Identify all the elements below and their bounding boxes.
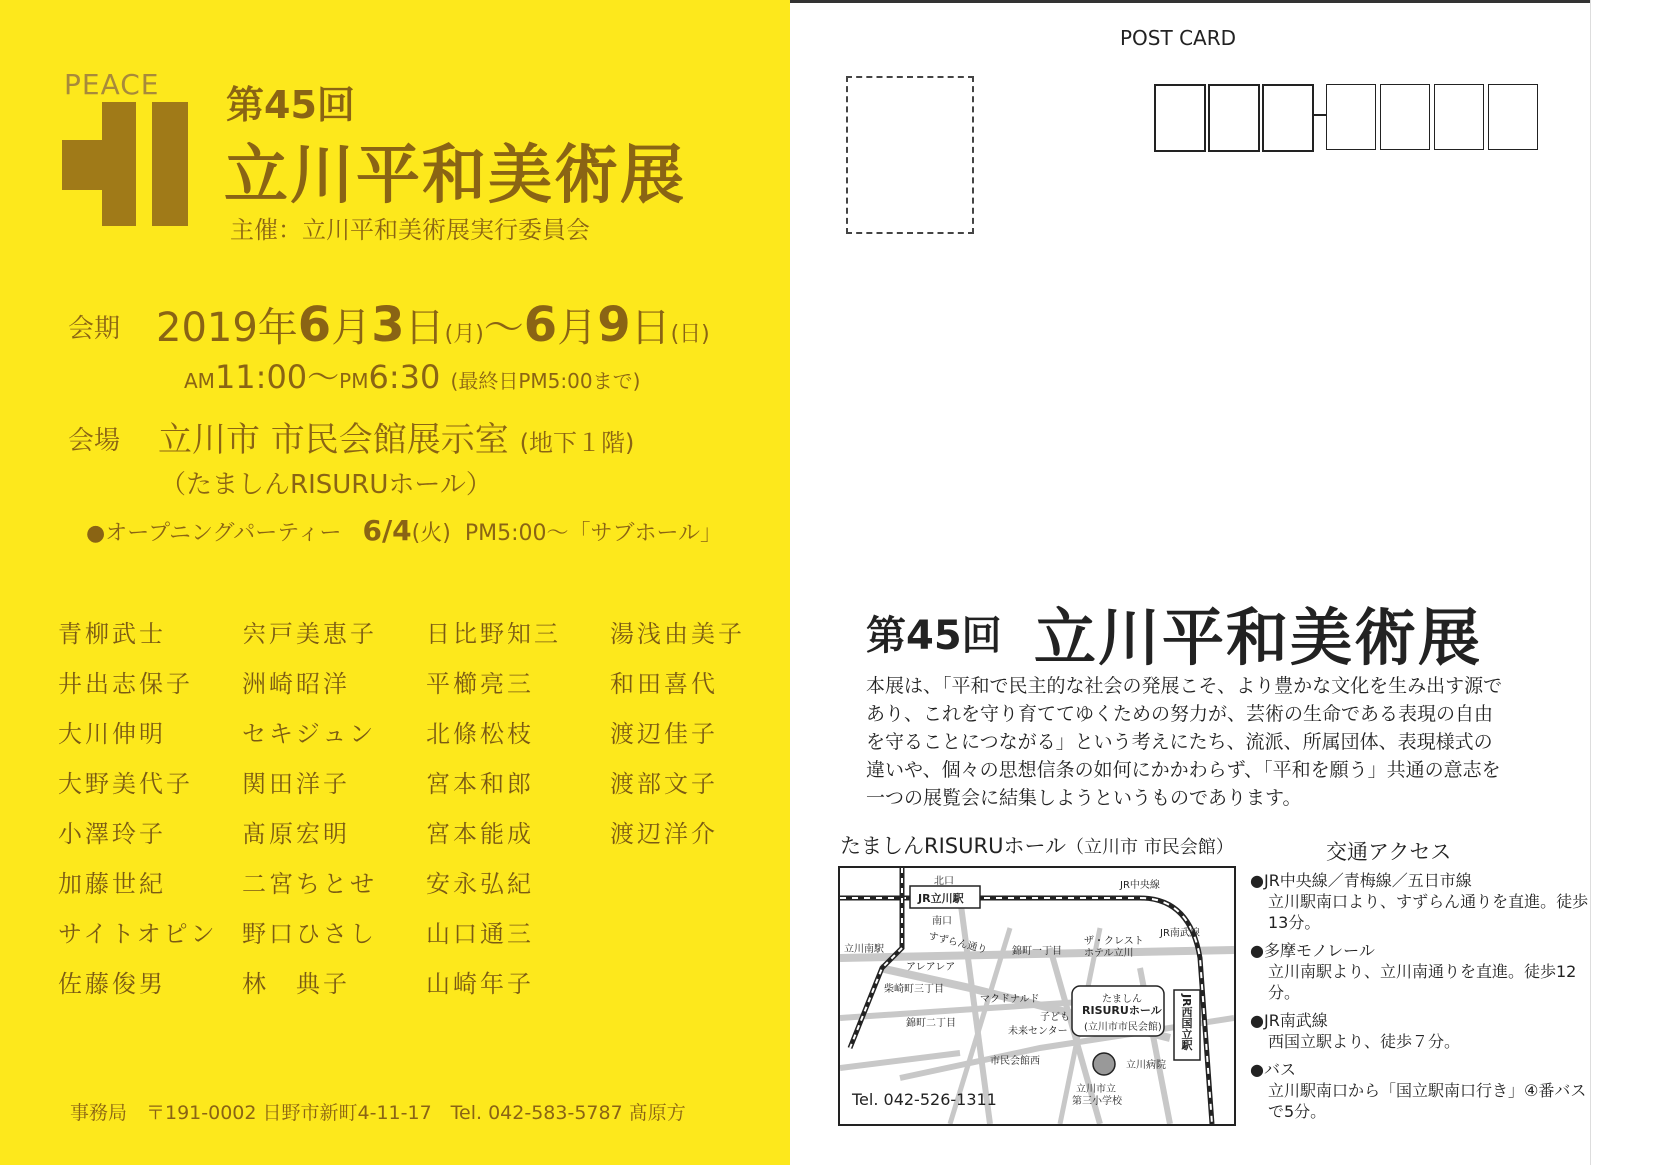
- venue-label: 会場: [68, 426, 121, 456]
- artist-name: 野口ひさし: [242, 920, 377, 948]
- artist-name: 青柳武士: [58, 620, 166, 648]
- artist-name: [610, 964, 794, 1014]
- map-jr-tachikawa: JR立川駅: [918, 892, 964, 905]
- access-head: ● JR南武線: [1250, 1010, 1590, 1031]
- artist-name: 山口通三: [426, 920, 534, 948]
- map-suzuran-street: すずらん通り: [927, 930, 989, 957]
- artist-name: 宮本和郎: [426, 770, 534, 798]
- access-head: ● JR中央線／青梅線／五日市線: [1250, 870, 1590, 891]
- map-nishiki2: 錦町二丁目: [906, 1018, 956, 1029]
- artist-list: [58, 614, 758, 1014]
- postal-code-dash: [1312, 114, 1326, 116]
- access-title: 交通アクセス: [1326, 840, 1452, 864]
- artist-name: 加藤世紀: [58, 870, 166, 898]
- page-margin: [1590, 0, 1656, 1165]
- map-nishiki1: 錦町一丁目: [1012, 946, 1062, 957]
- exhibition-title-back: 立川平和美術展: [1034, 601, 1483, 674]
- session-number: 第45回: [226, 83, 355, 127]
- artist-name: 佐藤俊男: [58, 970, 166, 998]
- artist-name: [610, 864, 794, 914]
- map-title: たましんRISURUホール（立川市 市民会館）: [840, 834, 1234, 858]
- artist-name: 大川伸明: [58, 720, 166, 748]
- artist-name: [610, 914, 794, 964]
- exhibition-title: 立川平和美術展: [224, 139, 686, 213]
- access-item: [1250, 1059, 1590, 1122]
- map-school-1: 立川市立: [1076, 1084, 1116, 1095]
- artist-name: 渡辺佳子: [610, 720, 718, 748]
- opening-party: ●オープニングパーティー 6/4(火) PM5:00～「サブホール」: [86, 514, 723, 547]
- map-shimin-nishi: 市民会館西: [990, 1056, 1040, 1067]
- artist-name: 湯浅由美子: [610, 620, 745, 648]
- artist-name: 北條松枝: [426, 720, 534, 748]
- access-body: 立川駅南口から「国立駅南口行き」④番バスで5分。: [1268, 1081, 1587, 1121]
- map-nambu-line: JR南武線: [1160, 928, 1200, 939]
- artist-name: セキジュン: [242, 720, 377, 748]
- organizer: 主催：立川平和美術展実行委員会: [230, 216, 590, 244]
- access-head: ● バス: [1250, 1059, 1590, 1080]
- access-body: 立川南駅より、立川南通りを直進。徒歩12分。: [1268, 962, 1577, 1002]
- artist-name: 山崎年子: [426, 970, 534, 998]
- peace-logo-word: PEACE: [64, 68, 160, 101]
- venue-name: 立川市 市民会館展示室 (地下１階): [158, 420, 635, 460]
- opening-hours: AM11:00～PM6:30 (最終日PM5:00まで): [184, 358, 641, 396]
- period-dates: 2019年6月3日(月)～6月9日(日): [156, 297, 710, 353]
- artist-name: 二宮ちとせ: [242, 870, 377, 898]
- access-body: 立川駅南口より、すずらん通りを直進。徒歩13分。: [1268, 892, 1589, 932]
- map-mcdonalds: マクドナルド: [980, 994, 1040, 1005]
- artist-name: 洲崎昭洋: [242, 670, 350, 698]
- postal-code-box[interactable]: [1208, 84, 1260, 152]
- artist-name: サイトオピン: [58, 920, 218, 948]
- artist-name: 渡部文子: [610, 770, 718, 798]
- access-body: 西国立駅より、徒歩７分。: [1268, 1032, 1461, 1051]
- postal-code-box[interactable]: [1326, 84, 1376, 150]
- artist-name: 林 典子: [242, 970, 350, 998]
- artist-name: 関田洋子: [242, 770, 350, 798]
- map-crest-2: ホテル立川: [1084, 948, 1134, 959]
- access-map: [838, 866, 1236, 1126]
- map-nishi-kunitachi: JR西国立駅: [1180, 994, 1193, 1051]
- artist-name: 平櫛亮三: [426, 670, 534, 698]
- map-arearea: アレアレア: [906, 962, 956, 973]
- access-item: [1250, 870, 1590, 933]
- postal-code-box[interactable]: [1434, 84, 1484, 150]
- postcard-label: POST CARD: [1120, 26, 1237, 50]
- artist-name: 大野美代子: [58, 770, 193, 798]
- period-label: 会期: [68, 314, 121, 344]
- artist-name: 和田喜代: [610, 670, 718, 698]
- map-school-2: 第三小学校: [1072, 1096, 1122, 1107]
- hall-phone: Tel. 042-526-1311: [852, 1090, 997, 1109]
- artist-name: 宮本能成: [426, 820, 534, 848]
- session-number-back: 第45回: [866, 613, 1002, 659]
- access-item: [1250, 940, 1590, 1003]
- artist-name: 日比野知三: [426, 620, 561, 648]
- map-kodomo-2: 未来センター: [1008, 1026, 1068, 1037]
- map-kodomo-1: 子ども: [1040, 1012, 1070, 1023]
- map-tachikawa-minami: 立川南駅: [844, 944, 884, 955]
- peace-logo-mark: [62, 102, 188, 226]
- access-list: [1250, 870, 1590, 1129]
- map-south-exit: 南口: [932, 916, 952, 927]
- map-chuo-line: JR中央線: [1120, 880, 1160, 891]
- stamp-box: [846, 76, 974, 234]
- office-contact: 事務局 〒191-0002 日野市新町4-11-17 Tel. 042-583-5787 髙原方: [70, 1102, 686, 1124]
- access-head: ● 多摩モノレール: [1250, 940, 1590, 961]
- postal-code-box[interactable]: [1262, 84, 1314, 152]
- artist-name: 渡辺洋介: [610, 820, 718, 848]
- map-hall-1: たましん: [1102, 994, 1142, 1005]
- access-item: [1250, 1010, 1590, 1052]
- artist-name: 安永弘紀: [426, 870, 534, 898]
- artist-name: 小澤玲子: [58, 820, 166, 848]
- map-north-exit: 北口: [934, 876, 954, 887]
- venue-subname: （たましんRISURUホール）: [160, 470, 492, 500]
- artist-name: 宍戸美恵子: [242, 620, 377, 648]
- flyer-front: [0, 0, 790, 1165]
- map-shibasaki: 柴崎町三丁目: [884, 984, 944, 995]
- map-hall-3: (立川市市民会館): [1084, 1022, 1162, 1033]
- postal-code-box[interactable]: [1380, 84, 1430, 150]
- map-hall-2: RISURUホール: [1082, 1004, 1162, 1017]
- map-crest-1: ザ・クレスト: [1084, 936, 1144, 947]
- postal-code-box[interactable]: [1154, 84, 1206, 152]
- postal-code-box[interactable]: [1488, 84, 1538, 150]
- map-hospital: 立川病院: [1126, 1060, 1166, 1071]
- exhibition-description: 本展は、「平和で民主的な社会の発展こそ、より豊かな文化を生み出す源であり、これを守り育ててゆくための努力が、芸術の生命である表現の自由を守ることにつながる」という考えにたち、流派、所属団体、表現様式の違いや、個々の思想信条の如何にかかわらず、「平和を願う」共通の意志を一つの展覧会に結集しようというものであります。: [866, 675, 1503, 809]
- artist-name: 井出志保子: [58, 670, 193, 698]
- artist-name: 髙原宏明: [242, 820, 350, 848]
